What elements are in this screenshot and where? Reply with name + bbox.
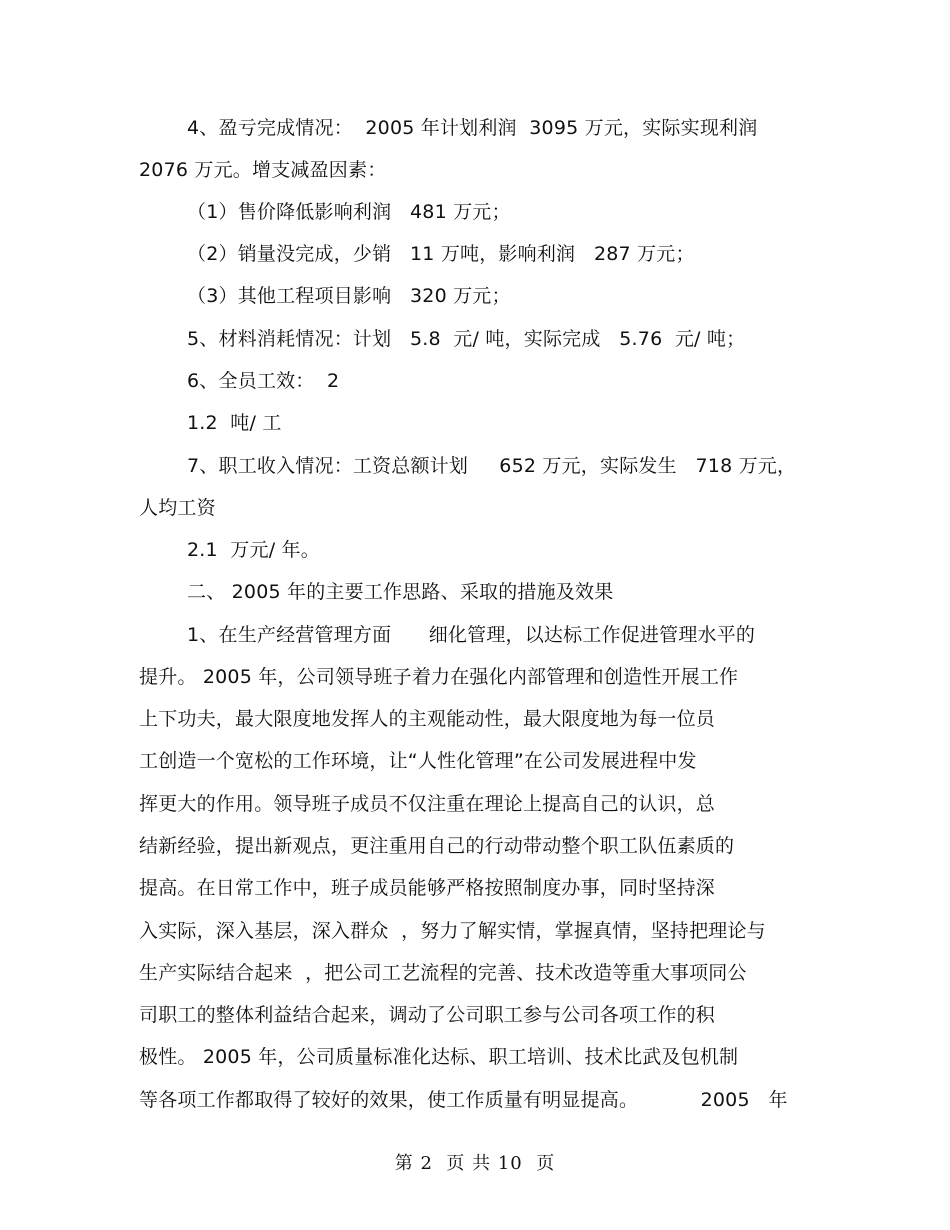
text-line-22: 司职工的整体利益结合起来，调动了公司职工参与公司各项工作的积 [139,1004,716,1026]
text-line-17: 挥更大的作用。领导班子成员不仅注重在理论上提高自己的认识，总 [139,793,716,815]
text-line-13: 1、在生产经营管理方面 细化管理，以达标工作促进管理水平的 [187,624,756,646]
text-line-11: 2.1 万元/ 年。 [187,539,320,561]
text-line-4: （2）销量没完成，少销 11 万吨，影响利润 287 万元； [187,243,695,265]
text-line-2: 2076 万元。增支减盈因素： [139,159,387,181]
text-line-19: 提高。在日常工作中，班子成员能够严格按照制度办事，同时坚持深 [139,877,716,899]
page-number-footer: 第 2 页 共 10 页 [394,1153,556,1174]
text-line-3: （1）售价降低影响利润 481 万元； [187,201,511,223]
section-heading: 二、 2005 年的主要工作思路、采取的措施及效果 [187,581,614,603]
text-line-6: 5、材料消耗情况：计划 5.8 元/ 吨，实际完成 5.76 元/ 吨； [187,328,746,350]
text-line-18: 结新经验，提出新观点，更注重用自己的行动带动整个职工队伍素质的 [139,835,735,857]
text-line-16: 工创造一个宽松的工作环境，让“人性化管理”在公司发展进程中发 [139,750,697,772]
text-line-7: 6、全员工效： 2 [187,370,340,392]
text-line-1: 4、盈亏完成情况： 2005 年计划利润 3095 万元，实际实现利润 [187,117,758,139]
text-line-10: 人均工资 [139,497,216,519]
text-line-8: 1.2 吨/ 工 [187,412,282,434]
text-line-23: 极性。 2005 年，公司质量标准化达标、职工培训、技术比武及包机制 [139,1046,739,1068]
text-line-5: （3）其他工程项目影响 320 万元； [187,285,511,307]
text-line-14: 提升。 2005 年，公司领导班子着力在强化内部管理和创造性开展工作 [139,666,739,688]
text-line-24: 等各项工作都取得了较好的效果，使工作质量有明显提高。 2005 年 [139,1089,788,1111]
text-line-20: 入实际，深入基层，深入群众 ，努力了解实情，掌握真情，坚持把理论与 [139,920,766,942]
text-line-15: 上下功夫，最大限度地发挥人的主观能动性，最大限度地为每一位员 [139,708,716,730]
text-line-9: 7、职工收入情况：工资总额计划 652 万元，实际发生 718 万元， [187,455,797,477]
text-line-21: 生产实际结合起来 ，把公司工艺流程的完善、技术改造等重大事项同公 [139,962,747,984]
